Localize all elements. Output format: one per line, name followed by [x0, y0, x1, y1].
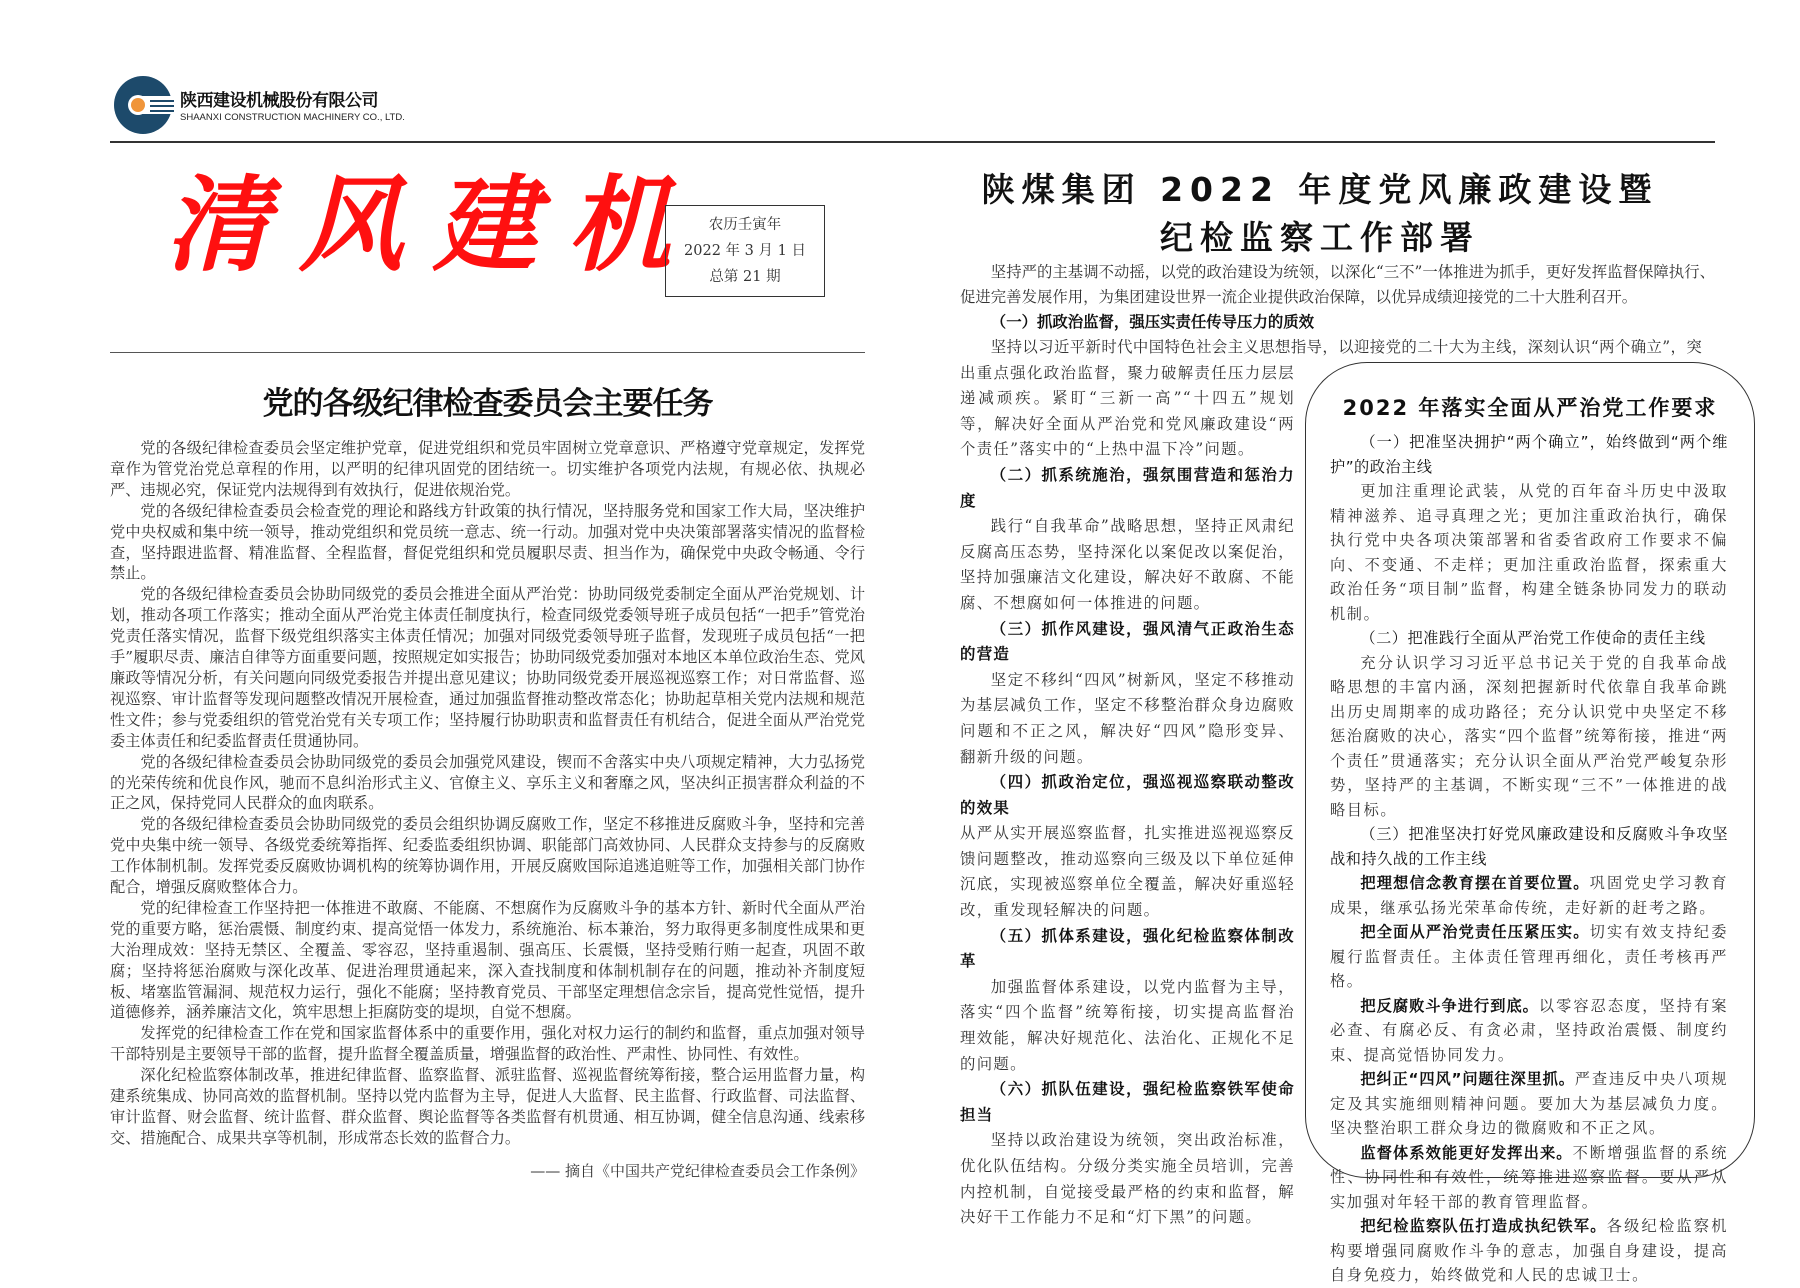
paragraph: 坚持严的主基调不动摇，以党的政治建设为统领，以深化“三不”一体推进为抓手，更好发挥监督保障执行、促进完善发展作用，为集团建设世界一流企业提供政治保障，以优异成绩迎接党的二十大胜利召开。	[960, 263, 1715, 306]
left-article-title: 党的各级纪律检查委员会主要任务	[262, 386, 713, 422]
box-point	[1330, 920, 1728, 994]
paragraph: 践行“自我革命”战略思想，坚持正风肃纪反腐高压态势，坚持深化以案促改以案促治，坚持加强廉洁文化建设，解决好不敢腐、不能腐、不想腐如何一体推进的问题。	[960, 517, 1295, 612]
point-lead: 把理想信念教育摆在首要位置。	[1360, 874, 1590, 892]
point-lead: 把全面从严治党责任压紧压实。	[1360, 923, 1590, 941]
box-point	[1330, 994, 1728, 1068]
paragraph: 党的各级纪律检查委员会检查党的理论和路线方针政策的执行情况，坚持服务党和国家工作大局，坚决维护党中央权威和集中统一领导，推动党组织和党员统一意志、统一行动。加强对党中央决策部署落实情况的监督检查，坚持跟进监督、精准监督、全程监督，督促党组织和党员履职尽责、担当作为，确保党中央政令畅通、令行禁止。	[110, 501, 865, 583]
section-heading: （四）抓政治定位，强巡视巡察联动整改的效果	[960, 773, 1295, 817]
point-text: 切实有效支持纪委履行监督责任。主体责任管理再细化，责任考核再严格。	[1330, 923, 1728, 990]
paragraph: 党的各级纪律检查委员会协助同级党的委员会组织协调反腐败工作，坚定不移推进反腐败斗争，坚持和完善党中央集中统一领导、各级党委统筹指挥、纪委监委组织协调、职能部门高效协同、人民群众支持参与的反腐败工作体制机制。发挥党委反腐败协调机构的统筹协调作用，开展反腐败国际追逃追赃等工作，加强相关部门协作配合，增强反腐败整体合力。	[110, 815, 865, 897]
paragraph: 发挥党的纪律检查工作在党和国家监督体系中的重要作用，强化对权力运行的制约和监督，重点加强对领导干部特别是主要领导干部的监督，提升监督全覆盖质量，增强监督的政治性、严肃性、协同性、有效性。	[110, 1024, 865, 1064]
right-article-title	[960, 166, 1680, 262]
section-heading: （六）抓队伍建设，强纪检监察铁军使命担当	[960, 1080, 1295, 1124]
paragraph: 充分认识学习习近平总书记关于党的自我革命战略思想的丰富内涵，深刻把握新时代依靠自我革命跳出历史周期率的成功路径；充分认识党中央坚定不移惩治腐败的决心，落实“四个监督”统筹衔接，推进“两个责任”贯通落实；充分认识全面从严治党严峻复杂形势，坚持严的主基调，不断实现“三不”一体推进的战略目标。	[1330, 653, 1728, 819]
point-text: 不断增强监督的系统性、协同性和有效性，统筹推进巡察监督。要从严从实加强对年轻干部的教育管理监督。	[1330, 1143, 1728, 1211]
paragraph: 坚持以政治建设为统领，突出政治标准，优化队伍结构。分级分类实施全员培训，完善内控机制，自觉接受最严格的约束和监督，解决好干工作能力不足和“灯下黑”的问题。	[960, 1131, 1295, 1227]
logo-emblem-icon	[112, 74, 174, 136]
issue-number: 总第 21 期	[709, 269, 781, 285]
box-point	[1330, 871, 1728, 920]
paragraph: 更加注重理论武装，从党的百年奋斗历史中汲取精神滋养、追寻真理之光；更加注重政治执行，确保执行党中央各项决策部署和省委省政府工作要求不偏向、不变通、不走样；更加注重政治监督，探索重大政治任务“项目制”监督，构建全链条协同发力的联动机制。	[1330, 482, 1728, 623]
box-point	[1330, 1141, 1728, 1215]
company-name-cn: 陕西建设机械股份有限公司	[180, 91, 378, 111]
paragraph: 坚持以习近平新时代中国特色社会主义思想指导，以迎接党的二十大为主线，深刻认识“两个确立”，突	[990, 338, 1703, 356]
point-text: 巩固党史学习教育成果，继承弘扬光荣革命传统，走好新的赶考之路。	[1330, 874, 1728, 917]
paragraph: 坚定不移纠“四风”树新风，坚定不移推动为基层减负工作，坚定不移整治群众身边腐败问题和不正之风，解决好“四风”隐形变异、翻新升级的问题。	[960, 670, 1295, 766]
sidebar-box-body	[1330, 430, 1728, 1288]
title-line: 陕煤集团 2022 年度党风廉政建设暨	[981, 170, 1659, 209]
paragraph: 出重点强化政治监督，聚力破解责任压力层层递减顽疾。紧盯“三新一高”“十四五”规划等，解决好全面从严治党和党风廉政建设“两个责任”落实中的“上热中温下冷”问题。	[960, 363, 1295, 459]
point-lead: 把纪检监察队伍打造成执纪铁军。	[1360, 1217, 1607, 1235]
point-lead: 监督体系效能更好发挥出来。	[1360, 1143, 1573, 1162]
left-article-body	[110, 438, 865, 1149]
box-heading: （三）把准坚决打好党风廉政建设和反腐败斗争攻坚战和持久战的工作主线	[1330, 825, 1728, 868]
point-text: 严查违反中央八项规定及其实施细则精神问题。要加大为基层减负力度。坚决整治职工群众身边的微腐败和不正之风。	[1330, 1070, 1728, 1137]
company-name-en: SHAANXI CONSTRUCTION MACHINERY CO., LTD.	[180, 112, 405, 123]
point-text: 以零容忍态度，坚持有案必查、有腐必反、有贪必肃，坚持政治震慑、制度约束、提高觉悟协同发力。	[1330, 996, 1728, 1064]
section-heading: （二）抓系统施治，强氛围营造和惩治力度	[960, 465, 1295, 510]
sidebar-box-title: 2022 年落实全面从严治党工作要求	[1342, 396, 1718, 420]
masthead-rule	[110, 352, 865, 353]
point-lead: 把纠正“四风”问题往深里抓。	[1360, 1070, 1575, 1088]
paragraph: 党的各级纪律检查委员会协助同级党的委员会加强党风建设，锲而不舍落实中央八项规定精神，大力弘扬党的光荣传统和优良作风，驰而不息纠治形式主义、官僚主义、享乐主义和奢靡之风，坚决纠正损害群众利益的不正之风，保持党同人民群众的血肉联系。	[110, 752, 865, 813]
point-text: 各级纪检监察机构要增强同腐败作斗争的意志，加强自身建设，提高自身免疫力，始终做党和人民的忠诚卫士。	[1330, 1217, 1729, 1284]
section-heading: （三）抓作风建设，强风清气正政治生态的营造	[960, 619, 1295, 664]
paragraph: 党的各级纪律检查委员会协助同级党的委员会推进全面从严治党：协助同级党委制定全面从严治党规划、计划，推动各项工作落实；推动全面从严治党主体责任制度执行，检查同级党委领导班子成员包括“一把手”管党治党责任落实情况，监督下级党组织落实主体责任情况；加强对同级党委领导班子监督，发现班子成员包括“一把手”履职尽责、廉洁自律等方面重要问题，按照规定如实报告；协助同级党委加强对本地区本单位政治生态、党风廉政等情况分析，有关问题向同级党委报告并提出意见建议；协助同级党委开展巡视巡察工作；对日常监督、巡视巡察、审计监督等发现问题整改情况开展检查，通过加强监督推动整改常态化；协助起草相关党内法规和规范性文件；参与党委组织的管党治党有关专项工作；坚持履行协助职责和监督责任有机结合，促进全面从严治党党委主体责任和纪委监督责任贯通协同。	[110, 585, 865, 750]
lunar-year: 农历壬寅年	[708, 217, 782, 233]
section-heading: （一）抓政治监督，强压实责任传导压力的质效	[990, 313, 1315, 331]
company-logo	[112, 72, 412, 138]
paragraph: 党的各级纪律检查委员会坚定维护党章，促进党组织和党员牢固树立党章意识、严格遵守党章规定，发挥党章作为管党治党总章程的作用，以严明的纪律巩固党的团结统一。切实维护各项党内法规，有规必依、执规必严、违规必究，保证党内法规得到有效执行，促进依规治党。	[110, 439, 865, 499]
box-heading: （二）把准践行全面从严治党工作使命的责任主线	[1360, 629, 1706, 647]
point-lead: 把反腐败斗争进行到底。	[1360, 996, 1539, 1015]
section-heading: （五）抓体系建设，强化纪检监察体制改革	[960, 926, 1295, 971]
box-point	[1330, 1067, 1728, 1141]
title-line: 纪检监察工作部署	[1160, 218, 1480, 257]
paragraph: 党的纪律检查工作坚持把一体推进不敢腐、不能腐、不想腐作为反腐败斗争的基本方针、新时代全面从严治党的重要方略，惩治震慑、制度约束、提高觉悟一体发力，系统施治、标本兼治，努力取得更多制度性成果和更大治理成效：坚持无禁区、全覆盖、零容忍，坚持重遏制、强高压、长震慑，坚持受贿行贿一起查，巩固不敢腐；坚持将惩治腐败与深化改革、促进治理贯通起来，深入查找制度和体制机制存在的问题，推动补齐制度短板、堵塞监管漏洞、规范权力运行，强化不能腐；坚持教育党员、干部坚定理想信念宗旨，提高党性觉悟，提升道德修养，涵养廉洁文化，筑牢思想上拒腐防变的堤坝，自觉不想腐。	[110, 898, 865, 1022]
paragraph: 加强监督体系建设，以党内监督为主导，落实“四个监督”统筹衔接，切实提高监督治理效能，解决好规范化、法治化、正规化不足的问题。	[960, 977, 1295, 1073]
box-point	[1330, 1214, 1728, 1288]
paragraph: 从严从实开展巡察监督，扎实推进巡视巡察反馈问题整改，推动巡察向三级及以下单位延伸沉底，实现被巡察单位全覆盖，解决好重巡轻改，重发现轻解决的问题。	[960, 824, 1295, 920]
masthead-title: 清风建机	[165, 163, 702, 286]
issue-date-box	[665, 205, 825, 297]
paragraph: 深化纪检监察体制改革，推进纪律监督、监察监督、派驻监督、巡视监督统筹衔接，整合运用监督力量，构建系统集成、协同高效的监督机制。坚持以党内监督为主导，促进人大监督、民主监督、行政监督、司法监督、审计监督、财会监督、统计监督、群众监督、舆论监督等各类监督有机贯通、相互协调，健全信息沟通、线索移交、措施配合、成果共享等机制，形成常态长效的监督合力。	[110, 1066, 865, 1147]
header-rule	[110, 141, 1715, 143]
issue-date: 2022 年 3 月 1 日	[684, 243, 806, 259]
right-article-intro	[960, 260, 1715, 335]
box-heading: （一）把准坚决拥护“两个确立”，始终做到“两个维护”的政治主线	[1330, 433, 1728, 476]
article-source: —— 摘自《中国共产党纪律检查委员会工作条例》	[530, 1162, 865, 1180]
